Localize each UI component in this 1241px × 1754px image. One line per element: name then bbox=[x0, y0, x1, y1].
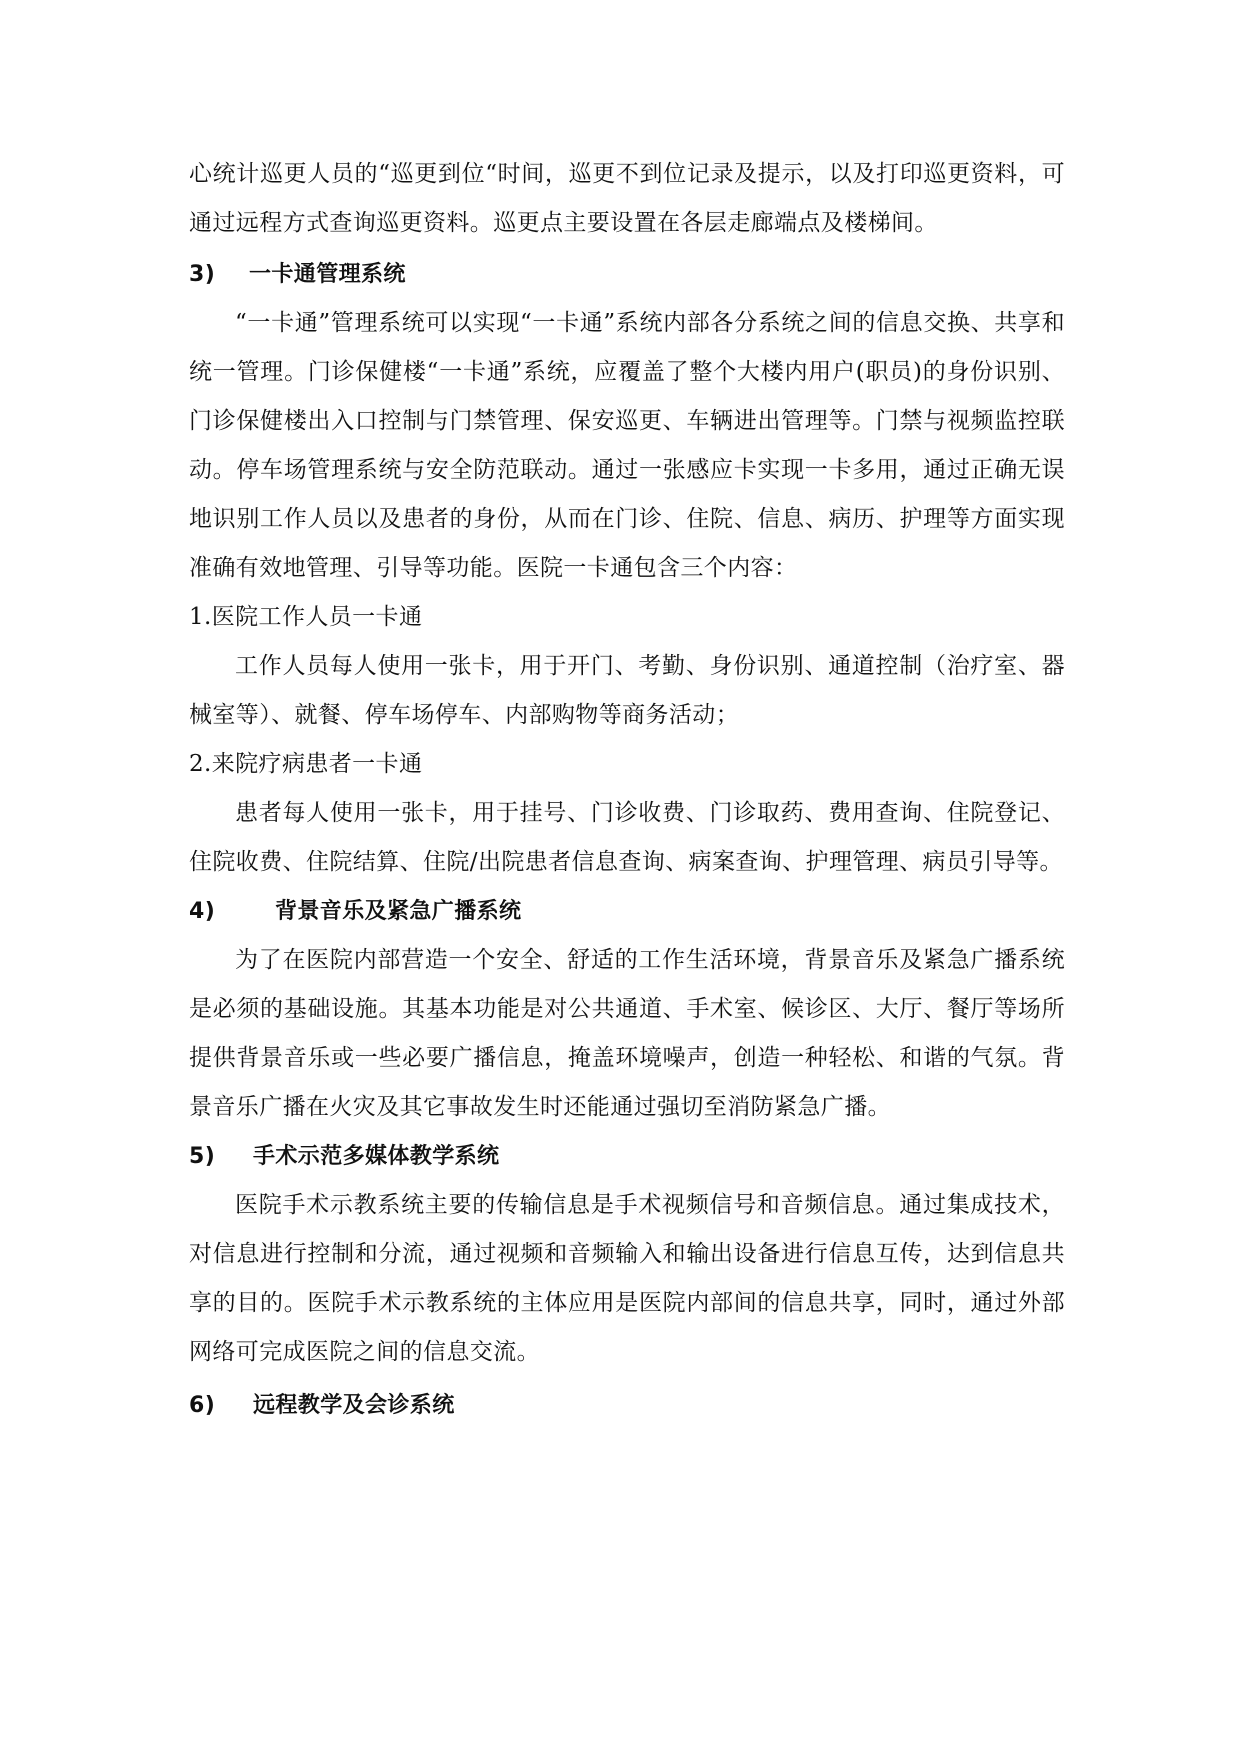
heading-onecard-system bbox=[189, 250, 1065, 299]
paragraph-onecard: “一卡通”管理系统可以实现“一卡通”系统内部各分系统之间的信息交换、共享和统一管理。门诊保健楼“一卡通”系统，应覆盖了整个大楼内用户(职员)的身份识别、门诊保健楼出入口控制与门禁管理、保安巡更、车辆进出管理等。门禁与视频监控联动。停车场管理系统与安全防范联动。通过一张感应卡实现一卡多用，通过正确无误地识别工作人员以及患者的身份，从而在门诊、住院、信息、病历、护理等方面实现准确有效地管理、引导等功能。医院一卡通包含三个内容： bbox=[189, 310, 1065, 581]
heading-title: 一卡通管理系统 bbox=[249, 262, 406, 287]
paragraph-patrol: 心统计巡更人员的“巡更到位“时间，巡更不到位记录及提示，以及打印巡更资料，可通过远程方式查询巡更资料。巡更点主要设置在各层走廊端点及楼梯间。 bbox=[189, 161, 1065, 236]
paragraph-background-music: 为了在医院内部营造一个安全、舒适的工作生活环境，背景音乐及紧急广播系统是必须的基础设施。其基本功能是对公共通道、手术室、候诊区、大厅、餐厅等场所提供背景音乐或一些必要广播信息，掩盖环境噪声，创造一种轻松、和谐的气氛。背景音乐广播在火灾及其它事故发生时还能通过强切至消防紧急广播。 bbox=[189, 947, 1065, 1120]
heading-title: 手术示范多媒体教学系统 bbox=[253, 1144, 500, 1169]
list-item-staff-card-label: 1.医院工作人员一卡通 bbox=[189, 604, 423, 630]
heading-background-music bbox=[189, 887, 1065, 936]
heading-number: 4) bbox=[189, 899, 216, 924]
heading-number: 3) bbox=[189, 262, 216, 287]
list-item-patient-card-text: 患者每人使用一张卡，用于挂号、门诊收费、门诊取药、费用查询、住院登记、住院收费、住院结算、住院/出院患者信息查询、病案查询、护理管理、病员引导等。 bbox=[189, 800, 1065, 875]
list-item-patient-card-label: 2.来院疗病患者一卡通 bbox=[189, 751, 423, 777]
heading-title: 远程教学及会诊系统 bbox=[253, 1393, 455, 1418]
document-body bbox=[189, 150, 1065, 1430]
heading-remote-consultation bbox=[189, 1381, 1065, 1430]
list-item-staff-card-text: 工作人员每人使用一张卡，用于开门、考勤、身份识别、通道控制（治疗室、器械室等）、就餐、停车场停车、内部购物等商务活动； bbox=[189, 653, 1065, 728]
heading-number: 6) bbox=[189, 1393, 216, 1418]
heading-title: 背景音乐及紧急广播系统 bbox=[275, 899, 522, 924]
heading-number: 5) bbox=[189, 1144, 216, 1169]
heading-surgery-teaching bbox=[189, 1132, 1065, 1181]
paragraph-surgery-teaching: 医院手术示教系统主要的传输信息是手术视频信号和音频信息。通过集成技术，对信息进行控制和分流，通过视频和音频输入和输出设备进行信息互传，达到信息共享的目的。医院手术示教系统的主体应用是医院内部间的信息共享，同时，通过外部网络可完成医院之间的信息交流。 bbox=[189, 1192, 1065, 1365]
